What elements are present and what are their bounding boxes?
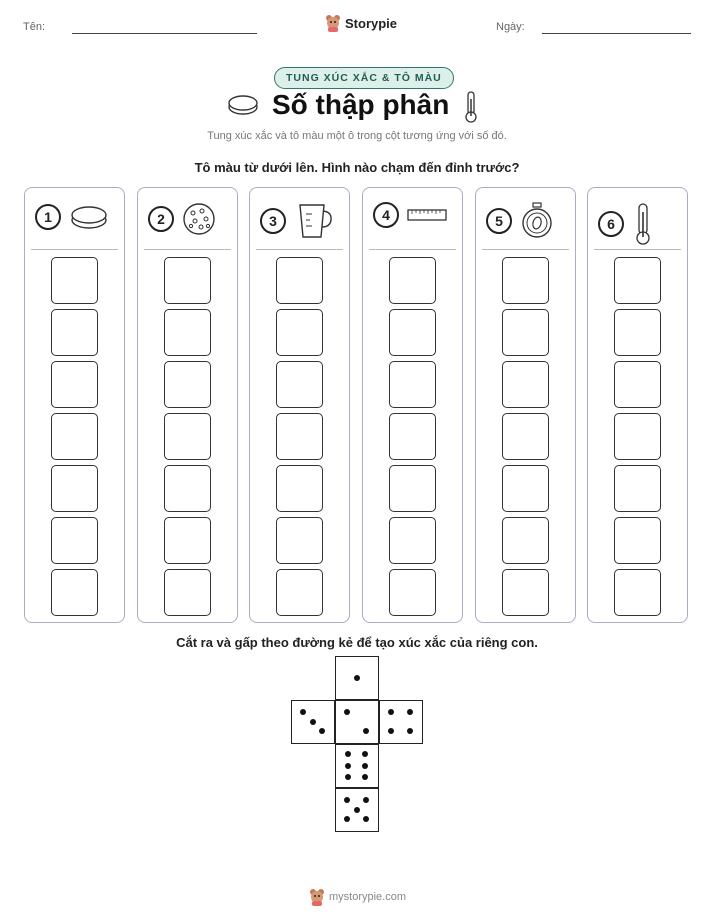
dice-face-4 [379,700,423,744]
activity-badge: TUNG XÚC XẮC & TÔ MÀU [274,67,454,89]
dice-pip [345,774,351,780]
color-box[interactable] [502,257,549,304]
color-box[interactable] [51,257,98,304]
color-box[interactable] [502,465,549,512]
measuring-cup-icon [294,202,334,240]
column-divider [369,249,456,250]
color-box[interactable] [276,361,323,408]
bear-logo-icon [325,14,341,32]
color-box[interactable] [389,569,436,616]
dice-pip [407,709,413,715]
dice-pip [345,751,351,757]
color-box[interactable] [502,517,549,564]
column-number: 3 [260,208,286,234]
color-box[interactable] [164,517,211,564]
color-box[interactable] [164,465,211,512]
page-title: Số thập phân [272,89,450,120]
column-number: 6 [598,211,624,237]
cookie-icon [182,202,216,236]
color-box[interactable] [502,413,549,460]
date-line[interactable] [542,33,691,34]
column-number: 5 [486,208,512,234]
dice-pip [363,728,369,734]
name-label: Tên: [23,21,46,33]
color-box[interactable] [614,517,661,564]
color-box[interactable] [51,413,98,460]
dice-face-2 [335,700,379,744]
dice-pip [363,816,369,822]
date-label: Ngày: [496,21,525,33]
dice-pip [354,675,360,681]
dice-pip [388,728,394,734]
dice-pip [362,774,368,780]
color-box[interactable] [51,309,98,356]
stopwatch-icon [520,202,554,240]
color-box[interactable] [164,257,211,304]
column-number: 1 [35,204,61,230]
color-box[interactable] [389,309,436,356]
footer-url: mystorypie.com [329,891,407,903]
color-box[interactable] [276,569,323,616]
dice-pip [319,728,325,734]
column-3 [249,187,350,623]
thermometer-icon [464,91,478,123]
color-box[interactable] [51,517,98,564]
column-divider [594,249,681,250]
brand-logo [325,14,397,32]
dice-pip [354,807,360,813]
column-5 [475,187,576,623]
bear-logo-icon [309,888,325,906]
color-box[interactable] [389,465,436,512]
color-box[interactable] [164,569,211,616]
color-box[interactable] [614,257,661,304]
dice-pip [345,763,351,769]
color-box[interactable] [614,465,661,512]
column-4 [362,187,463,623]
dice-face-3 [291,700,335,744]
dice-face-6 [335,744,379,788]
cut-instruction: Cắt ra và gấp theo đường kẻ để tạo xúc xắc của riêng con. [176,635,538,650]
dice-pip [407,728,413,734]
dice-face-1 [335,656,379,700]
dice-pip [388,709,394,715]
name-line[interactable] [72,33,257,34]
dice-pip [362,751,368,757]
color-box[interactable] [276,517,323,564]
color-box[interactable] [502,361,549,408]
instruction: Tô màu từ dưới lên. Hình nào chạm đến đỉnh trước? [194,160,520,175]
color-box[interactable] [389,361,436,408]
coin-icon [227,94,259,116]
color-box[interactable] [51,569,98,616]
color-box[interactable] [614,361,661,408]
color-box[interactable] [51,361,98,408]
thermometer-icon [632,202,654,246]
color-box[interactable] [164,413,211,460]
dice-pip [344,816,350,822]
color-box[interactable] [502,309,549,356]
subtitle: Tung xúc xắc và tô màu một ô trong cột tương ứng với số đó. [207,130,507,142]
color-box[interactable] [51,465,98,512]
color-box[interactable] [164,361,211,408]
dice-pip [310,719,316,725]
column-2 [137,187,238,623]
column-divider [31,249,118,250]
color-box[interactable] [276,257,323,304]
column-divider [256,249,343,250]
column-number: 4 [373,202,399,228]
column-number: 2 [148,206,174,232]
color-box[interactable] [389,517,436,564]
dice-pip [362,763,368,769]
color-box[interactable] [276,413,323,460]
color-box[interactable] [276,309,323,356]
footer [309,888,406,906]
color-box[interactable] [502,569,549,616]
ruler-icon [407,207,447,223]
column-divider [144,249,231,250]
color-box[interactable] [614,569,661,616]
dice-pip [344,709,350,715]
dice-pip [344,797,350,803]
brand-name: Storypie [345,15,398,31]
dice-pip [300,709,306,715]
column-6 [587,187,688,623]
color-box[interactable] [614,309,661,356]
column-1 [24,187,125,623]
color-box[interactable] [614,413,661,460]
color-box[interactable] [389,257,436,304]
color-box[interactable] [389,413,436,460]
dice-pip [363,797,369,803]
color-box[interactable] [164,309,211,356]
color-box[interactable] [276,465,323,512]
column-divider [482,249,569,250]
coin-icon [69,202,109,232]
dice-face-5 [335,788,379,832]
